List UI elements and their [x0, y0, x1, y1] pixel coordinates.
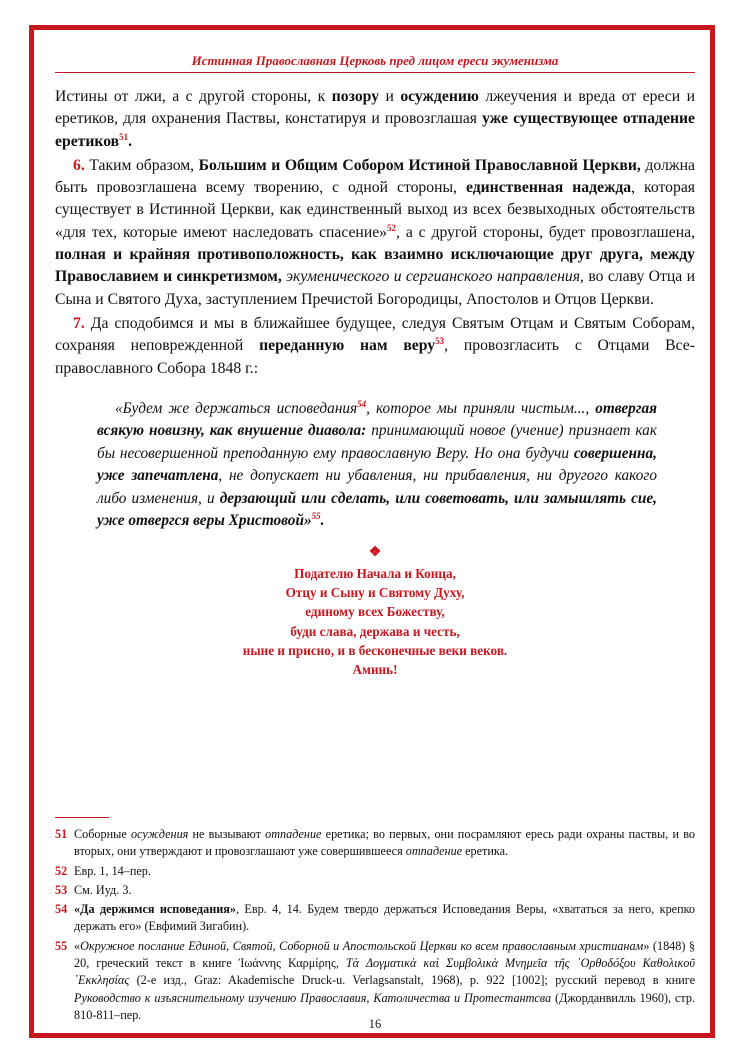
footnote-text: Евр. 1, 14–пер. — [74, 863, 151, 878]
text-run: , а с другой стороны, будет провозглашена, — [396, 223, 695, 241]
text-run: должна быть провозглашена всему творению, с одной стороны, — [55, 156, 695, 197]
header-rule — [55, 72, 695, 73]
text-run: «Будем же держаться исповедания — [115, 400, 358, 417]
text-run: Истины от лжи, а с другой стороны, к — [55, 88, 332, 105]
footnote-text: «Да держимся исповедания», Евр. 4, 14. Будем твердо держаться Исповедания Веры, «хвататься за него, крепко держать его» (Евфимий Зигабин). — [74, 902, 696, 934]
footnote-55 — [55, 938, 695, 1024]
text-run: Таким образом, — [84, 156, 199, 174]
bold-run: осуждению — [400, 88, 479, 105]
doxology-line: Подателю Начала и Конца, — [294, 566, 456, 581]
footnote-number: 52 — [55, 863, 68, 878]
bold-run: совершенна, уже запечатлена — [97, 444, 657, 485]
bold-run: полная и крайняя противоположность, как взаимно исключающие друг друга, между Православием и синкретизмом, — [55, 246, 695, 286]
bold-run: Большим и Общим Собором Истиной Православной Церкви, — [198, 156, 641, 174]
doxology-line: Аминь! — [352, 662, 398, 678]
footnote-text: Соборные осуждения не вызывают отпадение еретика; во первых, они посрамляют ересь ради охраны паствы, и во вторых, они утверждают и провозглашают уже совершившееся отпадение еретика. — [74, 827, 695, 859]
footnote-text: «Окружное послание Единой, Святой, Соборной и Апостольской Церкви ко всем православным христианам» (1848) § 20, греческий текст в книге Ἰωάννης Καρμίρης, Τὰ Δογματικὰ καὶ Συμβολικὰ Μνημεῖα τῆς ᾿Ορθοδόξου Καθολικοῦ ᾿Εκκλησίας (2-е изд., Graz: Akademische Druck-u. Verlagsanstalt, 1968), p. 922 [1002]; русский перевод в книге Руководство к изъяснительному изучению Православия, Католичества и Протестантсва (Джорданвилль 1960), стр. 810-811–пер. — [74, 938, 696, 1022]
running-head: Истинная Православная Церковь пред лицом ереси экуменизма — [191, 53, 559, 68]
text-run: , которая существует в Истинной Церкви, как единственный выход из всех безвыходных обстоятельств «для тех, которые имеют наследовать спасение» — [55, 179, 696, 241]
footnote-52 — [55, 863, 695, 880]
footnote-51 — [55, 826, 695, 861]
footnote-number: 53 — [55, 882, 68, 897]
page-number: 16 — [368, 1017, 382, 1031]
doxology-line: единому всех Божеству, — [305, 604, 445, 620]
text-run: , провозгласить с Отцами Все-православного Собора 1848 г.: — [55, 337, 695, 377]
doxology-line: ныне и присно, и в бесконечные веки веков. — [242, 642, 508, 658]
footnote-text: См. Иуд. 3. — [74, 882, 132, 897]
paragraph-7 — [55, 313, 695, 380]
bold-run: . — [320, 512, 325, 530]
doxology — [55, 545, 695, 679]
footnote-ref-55[interactable]: 55 — [311, 510, 321, 521]
footnote-number: 51 — [55, 827, 68, 841]
text-run: лжеучения и вреда от ереси и еретиков, для охранения Паствы, констатируя и провозглашая — [55, 88, 695, 128]
footnote-53 — [55, 882, 695, 899]
footnote-ref-52[interactable]: 52 — [387, 222, 397, 233]
doxology-line: буди слава, держава и честь, — [290, 623, 460, 639]
paragraph-continued — [55, 86, 695, 153]
block-quote — [97, 398, 657, 532]
text-run: , не допускает ни убавления, ни прибавления, ни другого какого либо изменения, и — [97, 467, 657, 507]
bold-run: позору — [331, 88, 380, 105]
paragraph-number: 7. — [73, 314, 85, 332]
bold-run: . — [128, 132, 133, 150]
bold-run: переданную нам веру — [259, 337, 436, 355]
footnote-rule — [55, 817, 109, 818]
doxology-line: Отцу и Сыну и Святому Духу, — [285, 585, 465, 601]
body-text — [55, 86, 695, 382]
text-run: Да сподобимся и мы в ближайшее будущее, следуя Святым Отцам и Святым Соборам, сохраняя неповрежденной — [55, 314, 695, 355]
bold-run: уже существующее отпадение еретиков — [55, 110, 695, 150]
footnote-number: 54 — [55, 902, 68, 917]
paragraph-number: 6. — [73, 156, 85, 174]
footnote-number: 55 — [55, 938, 68, 953]
paragraph-6 — [55, 155, 695, 311]
text-run: , которое мы приняли чистым..., — [366, 400, 596, 417]
text-run: во славу Отца и Сына и Святого Духа, заступлением Пречистой Богородицы, Апостолов и Отцов Церкви. — [55, 268, 695, 308]
bold-run: отвергая всякую новизну, как внушение диавола: — [97, 400, 657, 440]
bold-run: дерзающий или сделать, или советовать, или замышлять сие, уже отвергся веры Христовой» — [97, 489, 657, 530]
footnote-ref-54[interactable]: 54 — [357, 398, 367, 409]
text-run: принимающий новое (учение) признает как бы несовершенной преподанную ему православную Веру. Но она будучи — [97, 422, 657, 462]
text-run: и — [379, 88, 401, 105]
footnote-54 — [55, 901, 695, 936]
italic-run: экуменического и сергианского направления, — [286, 268, 584, 286]
bold-run: единственная надежда — [465, 179, 632, 197]
footnote-ref-51[interactable]: 51 — [119, 131, 129, 142]
ornament-icon: ❖ — [368, 545, 382, 560]
footnotes — [55, 826, 695, 1026]
footnote-ref-53[interactable]: 53 — [435, 336, 445, 347]
